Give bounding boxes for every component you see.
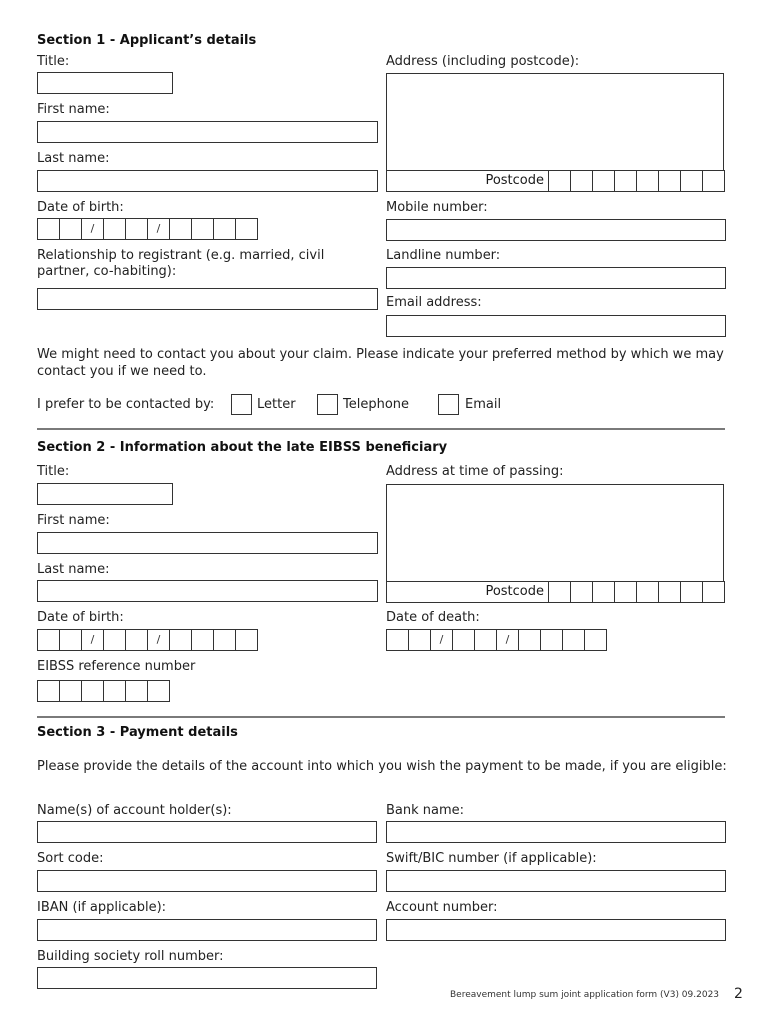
s3-account-holder-field[interactable]: [37, 821, 377, 843]
s2-first-name-label: First name:: [37, 513, 110, 528]
s1-email-label: Email address:: [386, 295, 482, 310]
s1-title-label: Title:: [37, 54, 70, 69]
s2-address-label: Address at time of passing:: [386, 464, 564, 479]
s2-postcode-label-box: [386, 581, 548, 603]
s3-sort-code-field[interactable]: [37, 870, 377, 892]
s1-address-label: Address (including postcode):: [386, 54, 580, 69]
s3-roll-number-label: Building society roll number:: [37, 949, 224, 964]
s1-title-field[interactable]: [37, 72, 173, 94]
s3-bank-name-label: Bank name:: [386, 803, 465, 818]
s2-address-field[interactable]: [386, 484, 724, 582]
telephone-checkbox[interactable]: [317, 394, 338, 415]
s1-prefer-label: I prefer to be contacted by:: [37, 397, 215, 412]
s3-iban-field[interactable]: [37, 919, 377, 941]
s3-swift-field[interactable]: [386, 870, 726, 892]
letter-label: Letter: [257, 397, 296, 412]
section3-heading: Section 3 - Payment details: [37, 725, 238, 740]
s1-relationship-label: Relationship to registrant (e.g. married, civil partner, co-habiting):: [37, 248, 325, 279]
s3-account-number-label: Account number:: [386, 900, 498, 915]
s2-title-field[interactable]: [37, 483, 173, 505]
s1-landline-label: Landline number:: [386, 248, 501, 263]
s1-relationship-field[interactable]: [37, 288, 378, 310]
s1-postcode-label-box: [386, 170, 548, 192]
letter-checkbox[interactable]: [231, 394, 252, 415]
s1-last-name-field[interactable]: [37, 170, 378, 192]
s1-address-field[interactable]: [386, 73, 724, 171]
s3-account-number-field[interactable]: [386, 919, 726, 941]
email-option-label: Email: [465, 397, 502, 412]
s3-roll-number-field[interactable]: [37, 967, 377, 989]
footer-text: Bereavement lump sum joint application form (V3) 09.2023: [450, 990, 720, 1000]
section-divider: [37, 716, 725, 718]
s1-mobile-label: Mobile number:: [386, 200, 488, 215]
s3-intro: Please provide the details of the account into which you wish the payment to be made, if you are eligible:: [37, 759, 727, 774]
s3-swift-label: Swift/BIC number (if applicable):: [386, 851, 597, 866]
s3-bank-name-field[interactable]: [386, 821, 726, 843]
s1-email-field[interactable]: [386, 315, 726, 337]
email-checkbox[interactable]: [438, 394, 459, 415]
s1-last-name-label: Last name:: [37, 151, 110, 166]
s2-postcode-label: Postcode: [485, 584, 544, 599]
s2-title-label: Title:: [37, 464, 70, 479]
s1-first-name-label: First name:: [37, 102, 110, 117]
s1-mobile-field[interactable]: [386, 219, 726, 241]
page-number: 2: [734, 986, 743, 1002]
s2-postcode-field[interactable]: [548, 581, 725, 603]
s2-eibss-ref-label: EIBSS reference number: [37, 659, 196, 674]
s1-landline-field[interactable]: [386, 267, 726, 289]
s1-dob-field[interactable]: / /: [37, 218, 258, 240]
s2-dod-label: Date of death:: [386, 610, 480, 625]
s1-first-name-field[interactable]: [37, 121, 378, 143]
s1-dob-label: Date of birth:: [37, 200, 124, 215]
section1-heading: Section 1 - Applicant’s details: [37, 33, 257, 48]
section-divider: [37, 428, 725, 430]
s2-first-name-field[interactable]: [37, 532, 378, 554]
s3-account-holder-label: Name(s) of account holder(s):: [37, 803, 232, 818]
s1-postcode-label: Postcode: [485, 173, 544, 188]
s1-contact-note: We might need to contact you about your claim. Please indicate your preferred method by which we may contact you if we need to.: [37, 347, 724, 379]
s3-iban-label: IBAN (if applicable):: [37, 900, 167, 915]
s3-sort-code-label: Sort code:: [37, 851, 104, 866]
telephone-label: Telephone: [343, 397, 410, 412]
s2-dob-field[interactable]: / /: [37, 629, 258, 651]
section2-heading: Section 2 - Information about the late EIBSS beneficiary: [37, 440, 448, 455]
s2-last-name-label: Last name:: [37, 562, 110, 577]
s1-postcode-field[interactable]: [548, 170, 725, 192]
s2-dod-field[interactable]: / /: [386, 629, 607, 651]
s2-dob-label: Date of birth:: [37, 610, 124, 625]
s2-last-name-field[interactable]: [37, 580, 378, 602]
s2-eibss-ref-field[interactable]: [37, 680, 170, 702]
